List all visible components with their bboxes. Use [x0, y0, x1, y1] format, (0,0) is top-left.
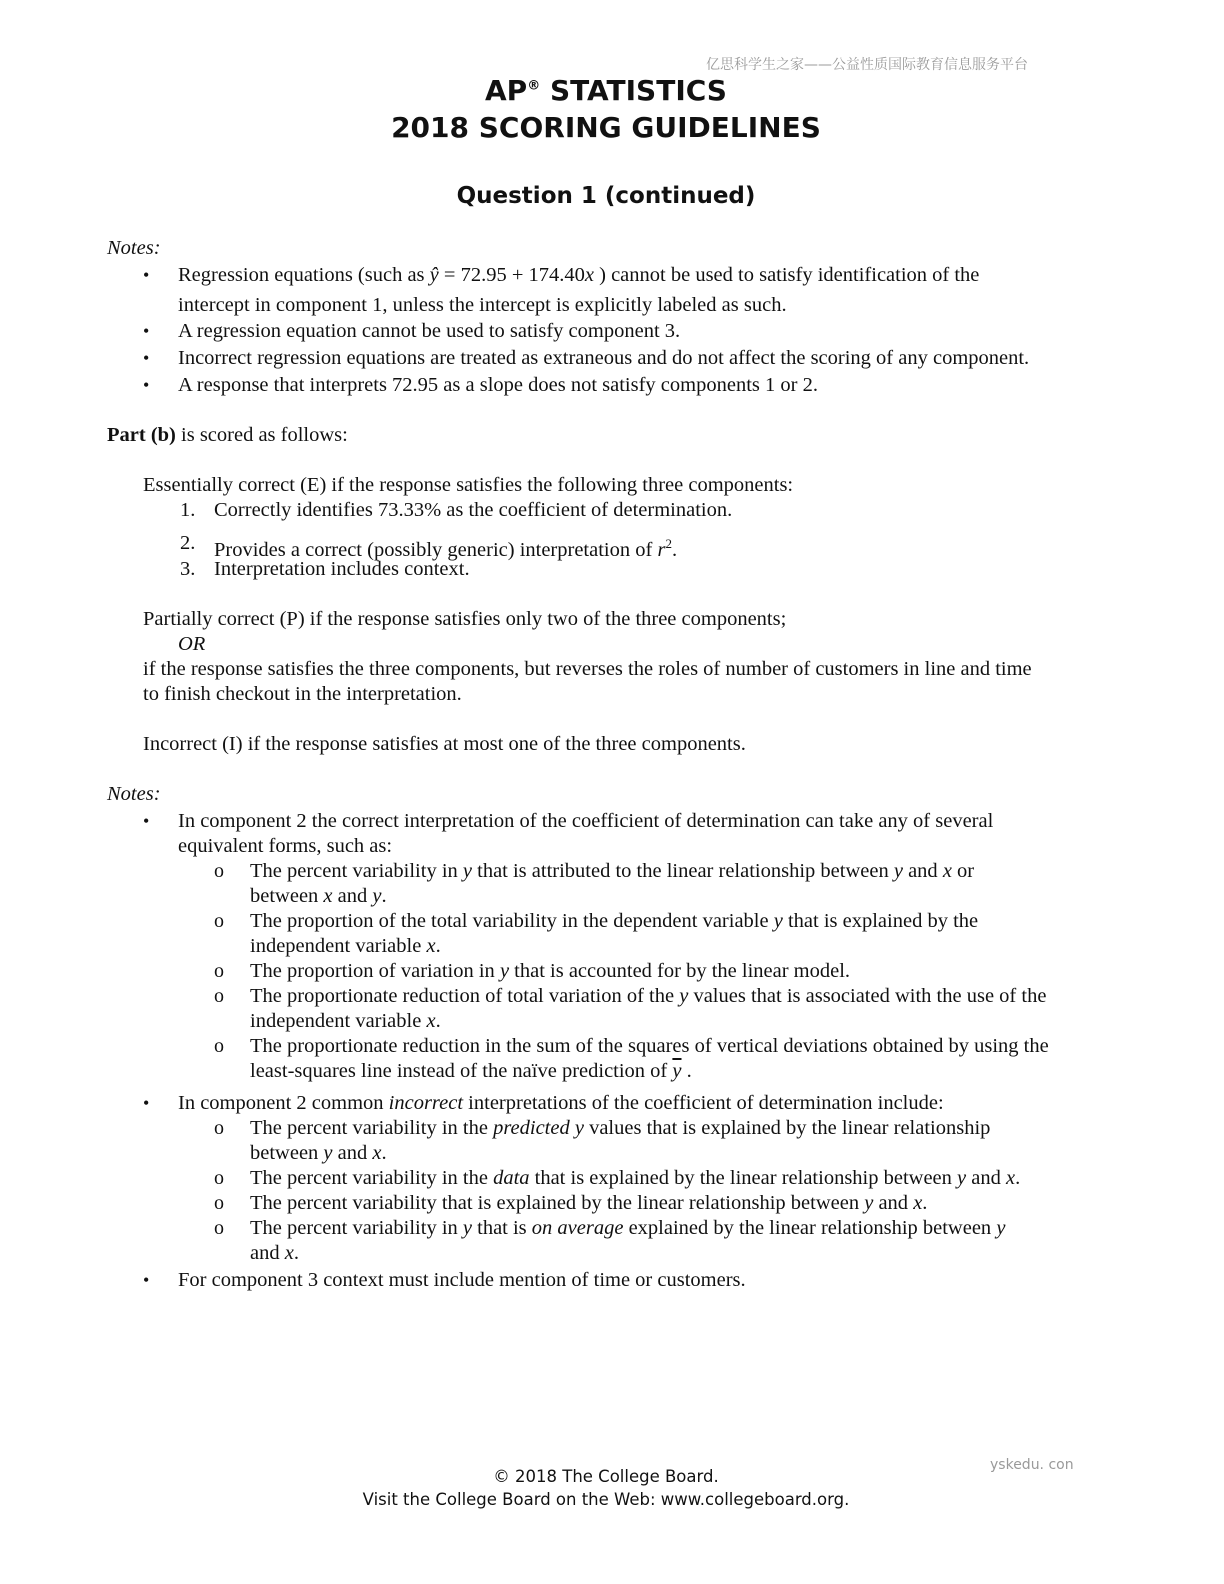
- bullet-glyph: •: [143, 348, 150, 368]
- or-label: OR: [178, 633, 206, 655]
- sub-item-cont: independent variable x.: [250, 935, 441, 957]
- watermark-bottom: yskedu. con: [990, 1457, 1074, 1473]
- sub-bullet-glyph: o: [214, 1167, 224, 1189]
- sub-bullet-glyph: o: [214, 1217, 224, 1239]
- sub-bullet-glyph: o: [214, 1035, 224, 1057]
- watermark-top: 亿思科学生之家——公益性质国际教育信息服务平台: [706, 57, 1028, 73]
- incorrect-criteria: Incorrect (I) if the response satisfies at most one of the three components.: [143, 733, 746, 755]
- bullet-glyph: •: [143, 811, 150, 831]
- bullet-glyph: •: [143, 265, 150, 285]
- sub-bullet-glyph: o: [214, 910, 224, 932]
- part-b-heading: Part (b) is scored as follows:: [107, 424, 348, 446]
- sub-bullet-glyph: o: [214, 985, 224, 1007]
- sub-bullet-glyph: o: [214, 1117, 224, 1139]
- item-number: 2.: [180, 532, 196, 554]
- sub-item: The proportion of variation in y that is accounted for by the linear model.: [250, 960, 851, 982]
- essential-criteria: Essentially correct (E) if the response satisfies the following three components:: [143, 474, 794, 496]
- note-regression-eq-cont: intercept in component 1, unless the intercept is explicitly labeled as such.: [178, 294, 787, 316]
- partial-criteria: Partially correct (P) if the response satisfies only two of the three components;: [143, 608, 787, 630]
- sub-item-cont: between x and y.: [250, 885, 387, 907]
- partial-criteria-alt-cont: to finish checkout in the interpretation.: [143, 683, 462, 705]
- component-item: Correctly identifies 73.33% as the coefficient of determination.: [214, 499, 733, 521]
- note-correct-interp-cont: equivalent forms, such as:: [178, 835, 393, 857]
- component-item: Provides a correct (possibly generic) interpretation of $r^2$.: [214, 536, 678, 561]
- bullet-glyph: •: [143, 375, 150, 395]
- bullet-glyph: •: [143, 1270, 150, 1290]
- note-incorrect-eq: Incorrect regression equations are treated as extraneous and do not affect the scoring of any component.: [178, 347, 1030, 369]
- item-number: 1.: [180, 499, 196, 521]
- note-correct-interp: In component 2 the correct interpretation of the coefficient of determination can take any of several: [178, 810, 994, 832]
- notes-label: Notes:: [107, 783, 161, 805]
- note-component-3: A regression equation cannot be used to satisfy component 3.: [178, 320, 681, 342]
- note-slope: A response that interprets 72.95 as a slope does not satisfy components 1 or 2.: [178, 374, 818, 396]
- sub-item: The percent variability in y that is attributed to the linear relationship between y and x or: [250, 860, 975, 882]
- sub-bullet-glyph: o: [214, 1192, 224, 1214]
- bullet-glyph: •: [143, 321, 150, 341]
- note-incorrect-interp: In component 2 common incorrect interpretations of the coefficient of determination include:: [178, 1092, 944, 1114]
- page-subtitle: 2018 SCORING GUIDELINES: [391, 111, 821, 144]
- bullet-glyph: •: [143, 1093, 150, 1113]
- sub-item: The percent variability in the predicted y values that is explained by the linear relationship: [250, 1117, 991, 1139]
- question-title: Question 1 (continued): [456, 183, 756, 209]
- component-item: Interpretation includes context.: [214, 558, 470, 580]
- item-number: 3.: [180, 558, 196, 580]
- sub-item: The percent variability that is explained by the linear relationship between y and x.: [250, 1192, 928, 1214]
- sub-item-cont: and x.: [250, 1242, 299, 1264]
- footer-copyright: © 2018 The College Board.: [493, 1467, 719, 1486]
- sub-item: The percent variability in y that is on average explained by the linear relationship between y: [250, 1217, 1006, 1239]
- sub-item: The proportion of the total variability in the dependent variable y that is explained by the: [250, 910, 979, 932]
- sub-item: The proportionate reduction in the sum of the squares of vertical deviations obtained by using the: [250, 1035, 1049, 1057]
- page-title: AP® STATISTICS: [485, 74, 727, 107]
- note-context: For component 3 context must include mention of time or customers.: [178, 1269, 746, 1291]
- sub-item: The proportionate reduction of total variation of the y values that is associated with the use of the: [250, 985, 1047, 1007]
- notes-label: Notes:: [107, 237, 161, 259]
- sub-item-cont: independent variable x.: [250, 1010, 441, 1032]
- sub-item: The percent variability in the data that is explained by the linear relationship between y and x.: [250, 1167, 1021, 1189]
- partial-criteria-alt: if the response satisfies the three components, but reverses the roles of number of customers in line and time: [143, 658, 1032, 680]
- sub-item-cont: between y and x.: [250, 1142, 387, 1164]
- footer-website: Visit the College Board on the Web: www.collegeboard.org.: [362, 1490, 850, 1509]
- sub-item-cont: least-squares line instead of the naïve prediction of $\overline{y}$ .: [250, 1060, 692, 1082]
- note-regression-eq: Regression equations (such as ŷ = 72.95 + 174.40x ) cannot be used to satisfy identification of the: [178, 264, 980, 286]
- sub-bullet-glyph: o: [214, 860, 224, 882]
- sub-bullet-glyph: o: [214, 960, 224, 982]
